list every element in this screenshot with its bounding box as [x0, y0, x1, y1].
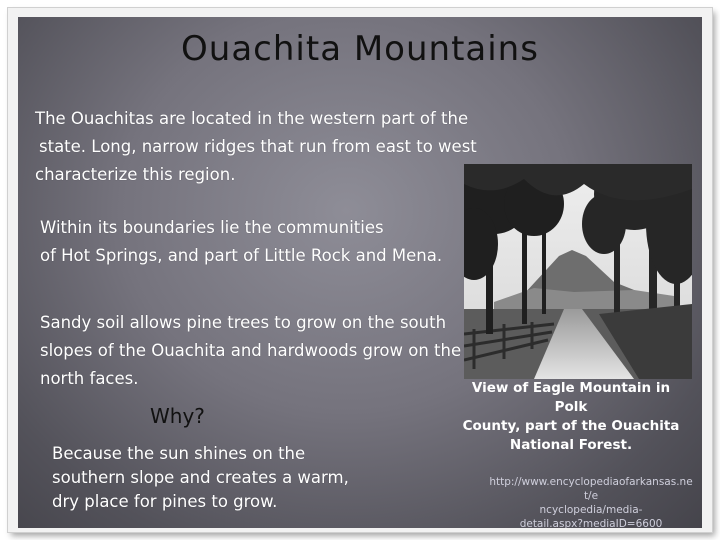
- photo-source-link[interactable]: [486, 475, 696, 528]
- paragraph-line: characterize this region.: [35, 165, 236, 184]
- paragraph-line: Within its boundaries lie the communities: [40, 218, 384, 237]
- caption-line: County, part of the Ouachita: [462, 418, 680, 434]
- paragraph-location: [35, 105, 477, 189]
- paragraph-line: The Ouachitas are located in the western part of the: [35, 109, 469, 128]
- paragraph-soil: [40, 309, 461, 393]
- paragraph-line: of Hot Springs, and part of Little Rock and Mena.: [40, 246, 443, 265]
- paragraph-line: Because the sun shines on the: [52, 444, 306, 463]
- paragraph-line: Sandy soil allows pine trees to grow on the south: [40, 313, 447, 332]
- why-heading: Why?: [150, 404, 205, 428]
- eagle-mountain-photo: [464, 164, 692, 379]
- paragraph-communities: [40, 214, 442, 270]
- caption-line: National Forest.: [509, 437, 633, 453]
- url-line: http://www.encyclopediaofarkansas.net/e: [489, 476, 693, 502]
- caption-line: View of Eagle Mountain in Polk: [471, 380, 671, 415]
- slide: [18, 17, 702, 528]
- paragraph-line: north faces.: [40, 369, 139, 388]
- photo-illustration: [464, 164, 692, 379]
- photo-caption: [458, 379, 684, 455]
- url-line: detail.aspx?mediaID=6600: [519, 518, 663, 528]
- paragraph-line: state. Long, narrow ridges that run from east to west: [39, 137, 477, 156]
- slide-title: Ouachita Mountains: [181, 29, 539, 69]
- paragraph-answer: [52, 442, 349, 514]
- paragraph-line: slopes of the Ouachita and hardwoods grow on the: [40, 341, 462, 360]
- url-line: ncyclopedia/media-: [539, 504, 643, 516]
- paragraph-line: southern slope and creates a warm,: [52, 468, 349, 487]
- paragraph-line: dry place for pines to grow.: [52, 492, 278, 511]
